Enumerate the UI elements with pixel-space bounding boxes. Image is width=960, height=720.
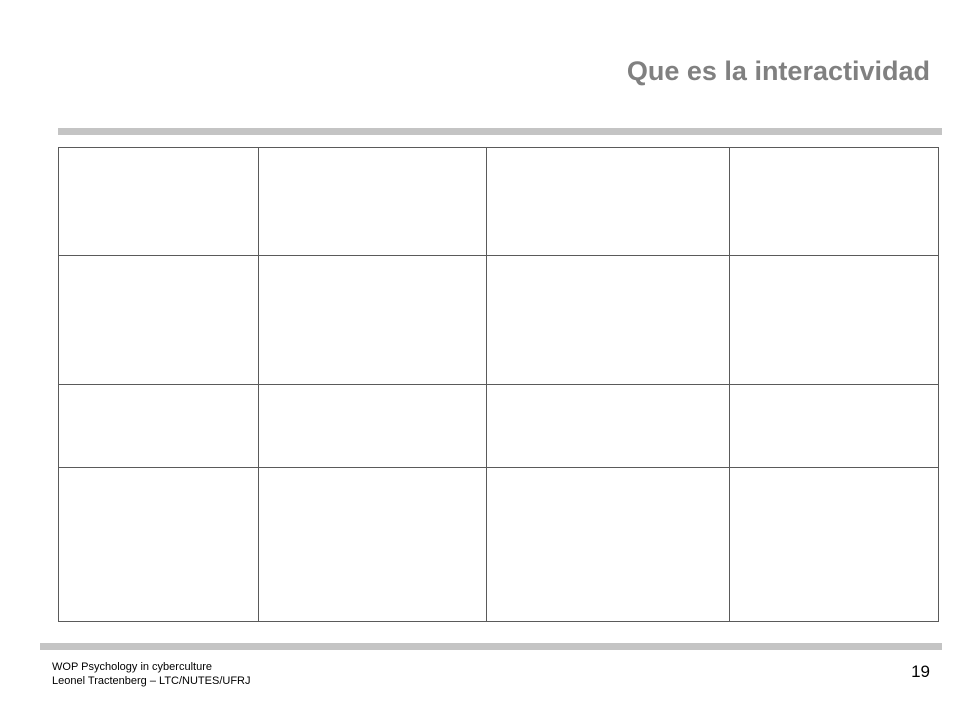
table-cell [59, 385, 259, 468]
table-cell [730, 256, 939, 385]
table-cell [487, 148, 730, 256]
table-cell [59, 256, 259, 385]
footer-course: WOP Psychology in cyberculture [52, 661, 212, 673]
page-number: 19 [911, 662, 930, 681]
footer-author: Leonel Tractenberg – LTC/NUTES/UFRJ [52, 675, 251, 687]
table-row [59, 256, 939, 385]
interactivity-table [58, 147, 939, 622]
bottom-divider [40, 643, 942, 650]
table-cell [487, 468, 730, 622]
table-row [59, 385, 939, 468]
slide-title: Que es la interactividad [626, 56, 930, 86]
top-divider [58, 128, 942, 135]
table-cell [59, 468, 259, 622]
table-cell [730, 385, 939, 468]
footer [52, 660, 250, 688]
table-cell [487, 256, 730, 385]
table-cell [730, 468, 939, 622]
table-cell [487, 385, 730, 468]
table-cell [259, 256, 487, 385]
table-cell [259, 385, 487, 468]
table-header-row [59, 148, 939, 256]
table-cell [730, 148, 939, 256]
table-cell [259, 148, 487, 256]
table-cell [59, 148, 259, 256]
table-row [59, 468, 939, 622]
table-cell [259, 468, 487, 622]
